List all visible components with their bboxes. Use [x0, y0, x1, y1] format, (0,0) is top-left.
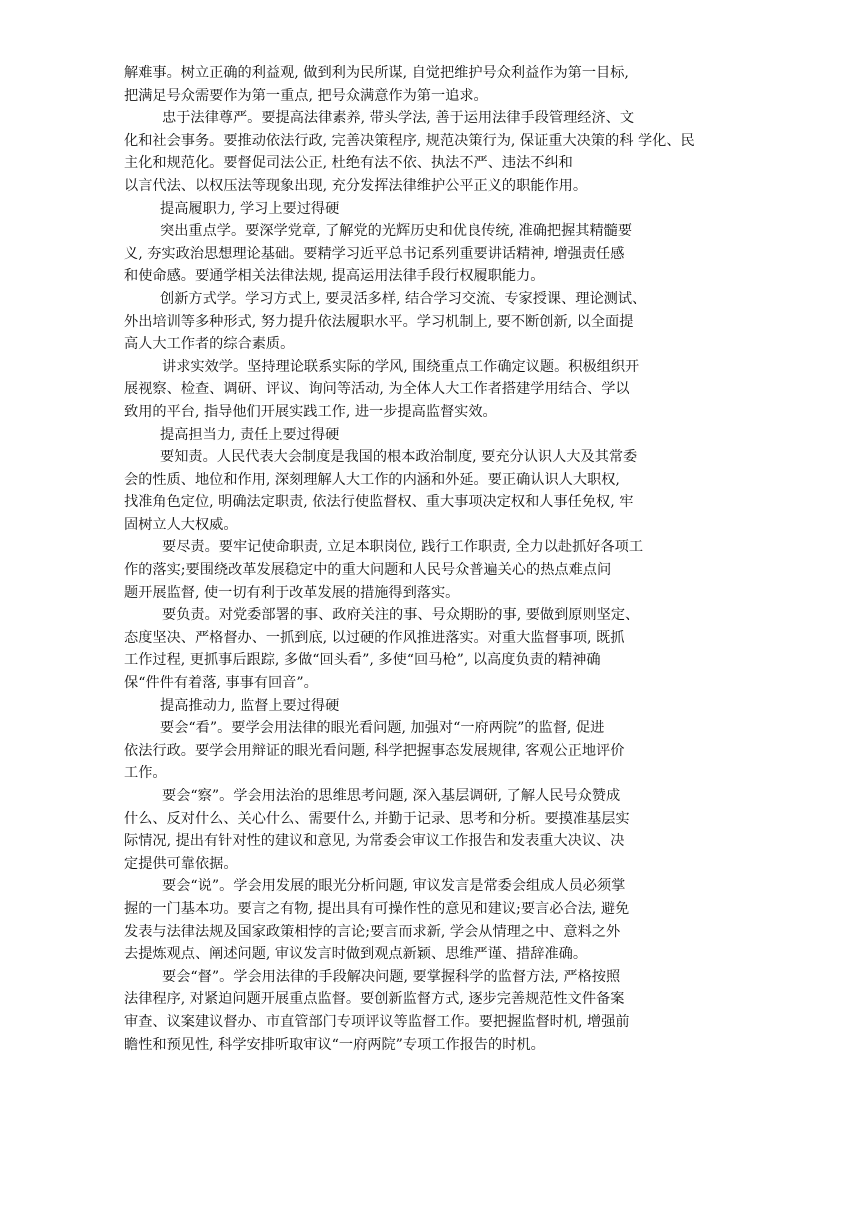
text-line: 什么、反对什么、关心什么、需要什么, 并勤于记录、思考和分析。要摸准基层实	[124, 810, 630, 827]
text-line: 固树立人大权威。	[124, 516, 238, 533]
text-line: 去提炼观点、阐述问题, 审议发言时做到观点新颖、思维严谨、措辞准确。	[124, 946, 588, 963]
text-line: 解难事。树立正确的利益观, 做到利为民所谋, 自觉把维护号众利益作为第一目标,	[124, 65, 629, 81]
document-body	[124, 62, 744, 1056]
text-line: 要会“察”。学会用法治的思维思考问题, 深入基层调研, 了解人民号众赞成	[162, 788, 621, 804]
text-line: 会的性质、地位和作用, 深刻理解人大工作的内涵和外延。要正确认识人大职权,	[124, 471, 620, 488]
text-line: 瞻性和预见性, 科学安排听取审议“一府两院”专项工作报告的时机。	[124, 1036, 545, 1053]
text-line: 高人大工作者的综合素质。	[124, 336, 295, 353]
text-line: 和使命感。要通学相关法律法规, 提高运用法律手段行权履职能力。	[124, 268, 545, 285]
text-line: 要会“督”。学会用法律的手段解决问题, 要掌握科学的监督方法, 严格按照	[162, 968, 621, 985]
text-line: 以言代法、以权压法等现象出现, 充分发挥法律维护公平正义的职能作用。	[124, 177, 588, 194]
text-line: 握的一门基本功。要言之有物, 提出具有可操作性的意见和建议;要言必合法, 避免	[124, 900, 630, 917]
text-line: 要会“说”。学会用发展的眼光分析问题, 审议发言是常委会组成人员必须掌	[162, 878, 626, 895]
text-line: 义, 夯实政治思想理论基础。要精学习近平总书记系列重要讲话精神, 增强责任感	[124, 245, 625, 262]
text-line: 保“件件有着落, 事事有回音”。	[124, 675, 318, 692]
text-line: 要知责。人民代表大会制度是我国的根本政治制度, 要充分认识人大及其常委	[160, 449, 638, 466]
text-line: 主化和规范化。要督促司法公正, 杜绝有法不依、执法不严、违法不纠和	[124, 155, 573, 172]
text-line: 态度坚决、严格督办、一抓到底, 以过硬的作风推进落实。对重大监督事项, 既抓	[124, 629, 625, 646]
text-line: 忠于法律尊严。要提高法律素养, 带头学法, 善于运用法律手段管理经济、文	[162, 110, 635, 127]
text-line: 外出培训等多种形式, 努力提升依法履职水平。学习机制上, 要不断创新, 以全面提	[124, 313, 634, 330]
text-line: 工作过程, 更抓事后跟踪, 多做“回头看”, 多使“回马枪”, 以高度负责的精神确	[124, 652, 601, 669]
text-line: 依法行政。要学会用辩证的眼光看问题, 科学把握事态发展规律, 客观公正地评价	[124, 742, 625, 759]
text-line: 题开展监督, 使一切有利于改革发展的措施得到落实。	[124, 584, 460, 601]
section-heading: 提高担当力, 责任上要过得硬	[160, 426, 340, 443]
text-line: 展视察、检查、调研、评议、询问等活动, 为全体人大工作者搭建学用结合、学以	[124, 381, 630, 398]
text-line: 工作。	[124, 765, 167, 782]
text-line: 际情况, 提出有针对性的建议和意见, 为常委会审议工作报告和发表重大决议、决	[124, 833, 625, 850]
text-line: 发表与法律法规及国家政策相悖的言论;要言而求新, 学会从情理之中、意料之外	[124, 923, 621, 940]
section-heading: 提高履职力, 学习上要过得硬	[160, 200, 340, 217]
text-line: 要负责。对党委部署的事、政府关注的事、号众期盼的事, 要做到原则坚定、	[162, 607, 640, 624]
text-line: 找准角色定位, 明确法定职责, 依法行使监督权、重大事项决定权和人事任免权, 牢	[124, 494, 634, 511]
text-line: 定提供可靠依据。	[124, 855, 238, 872]
text-line: 法律程序, 对紧迫问题开展重点监督。要创新监督方式, 逐步完善规范性文件备案	[124, 991, 625, 1008]
text-line: 作的落实;要围绕改革发展稳定中的重大问题和人民号众普遍关心的热点难点问	[124, 562, 612, 579]
text-line: 化和社会事务。要推动依法行政, 完善决策程序, 规范决策行为, 保证重大决策的科 学化、民	[124, 132, 695, 149]
text-line: 把满足号众需要作为第一重点, 把号众满意作为第一追求。	[124, 87, 488, 104]
text-line: 讲求实效学。坚持理论联系实际的学风, 围绕重点工作确定议题。积极组织开	[162, 358, 640, 375]
text-line: 创新方式学。学习方式上, 要灵活多样, 结合学习交流、专家授课、理论测试、	[160, 290, 647, 307]
text-line: 致用的平台, 指导他们开展实践工作, 进一步提高监督实效。	[124, 403, 497, 420]
text-line: 要尽责。要牢记使命职责, 立足本职岗位, 践行工作职责, 全力以赴抓好各项工	[162, 539, 644, 556]
text-line: 突出重点学。要深学党章, 了解党的光辉历史和优良传统, 准确把握其精髓要	[160, 223, 633, 240]
section-heading: 提高推动力, 监督上要过得硬	[160, 697, 340, 714]
text-line: 要会“看”。要学会用法律的眼光看问题, 加强对“一府两院”的监督, 促进	[160, 720, 605, 737]
text-line: 审查、议案建议督办、市直管部门专项评议等监督工作。要把握监督时机, 增强前	[124, 1013, 630, 1030]
